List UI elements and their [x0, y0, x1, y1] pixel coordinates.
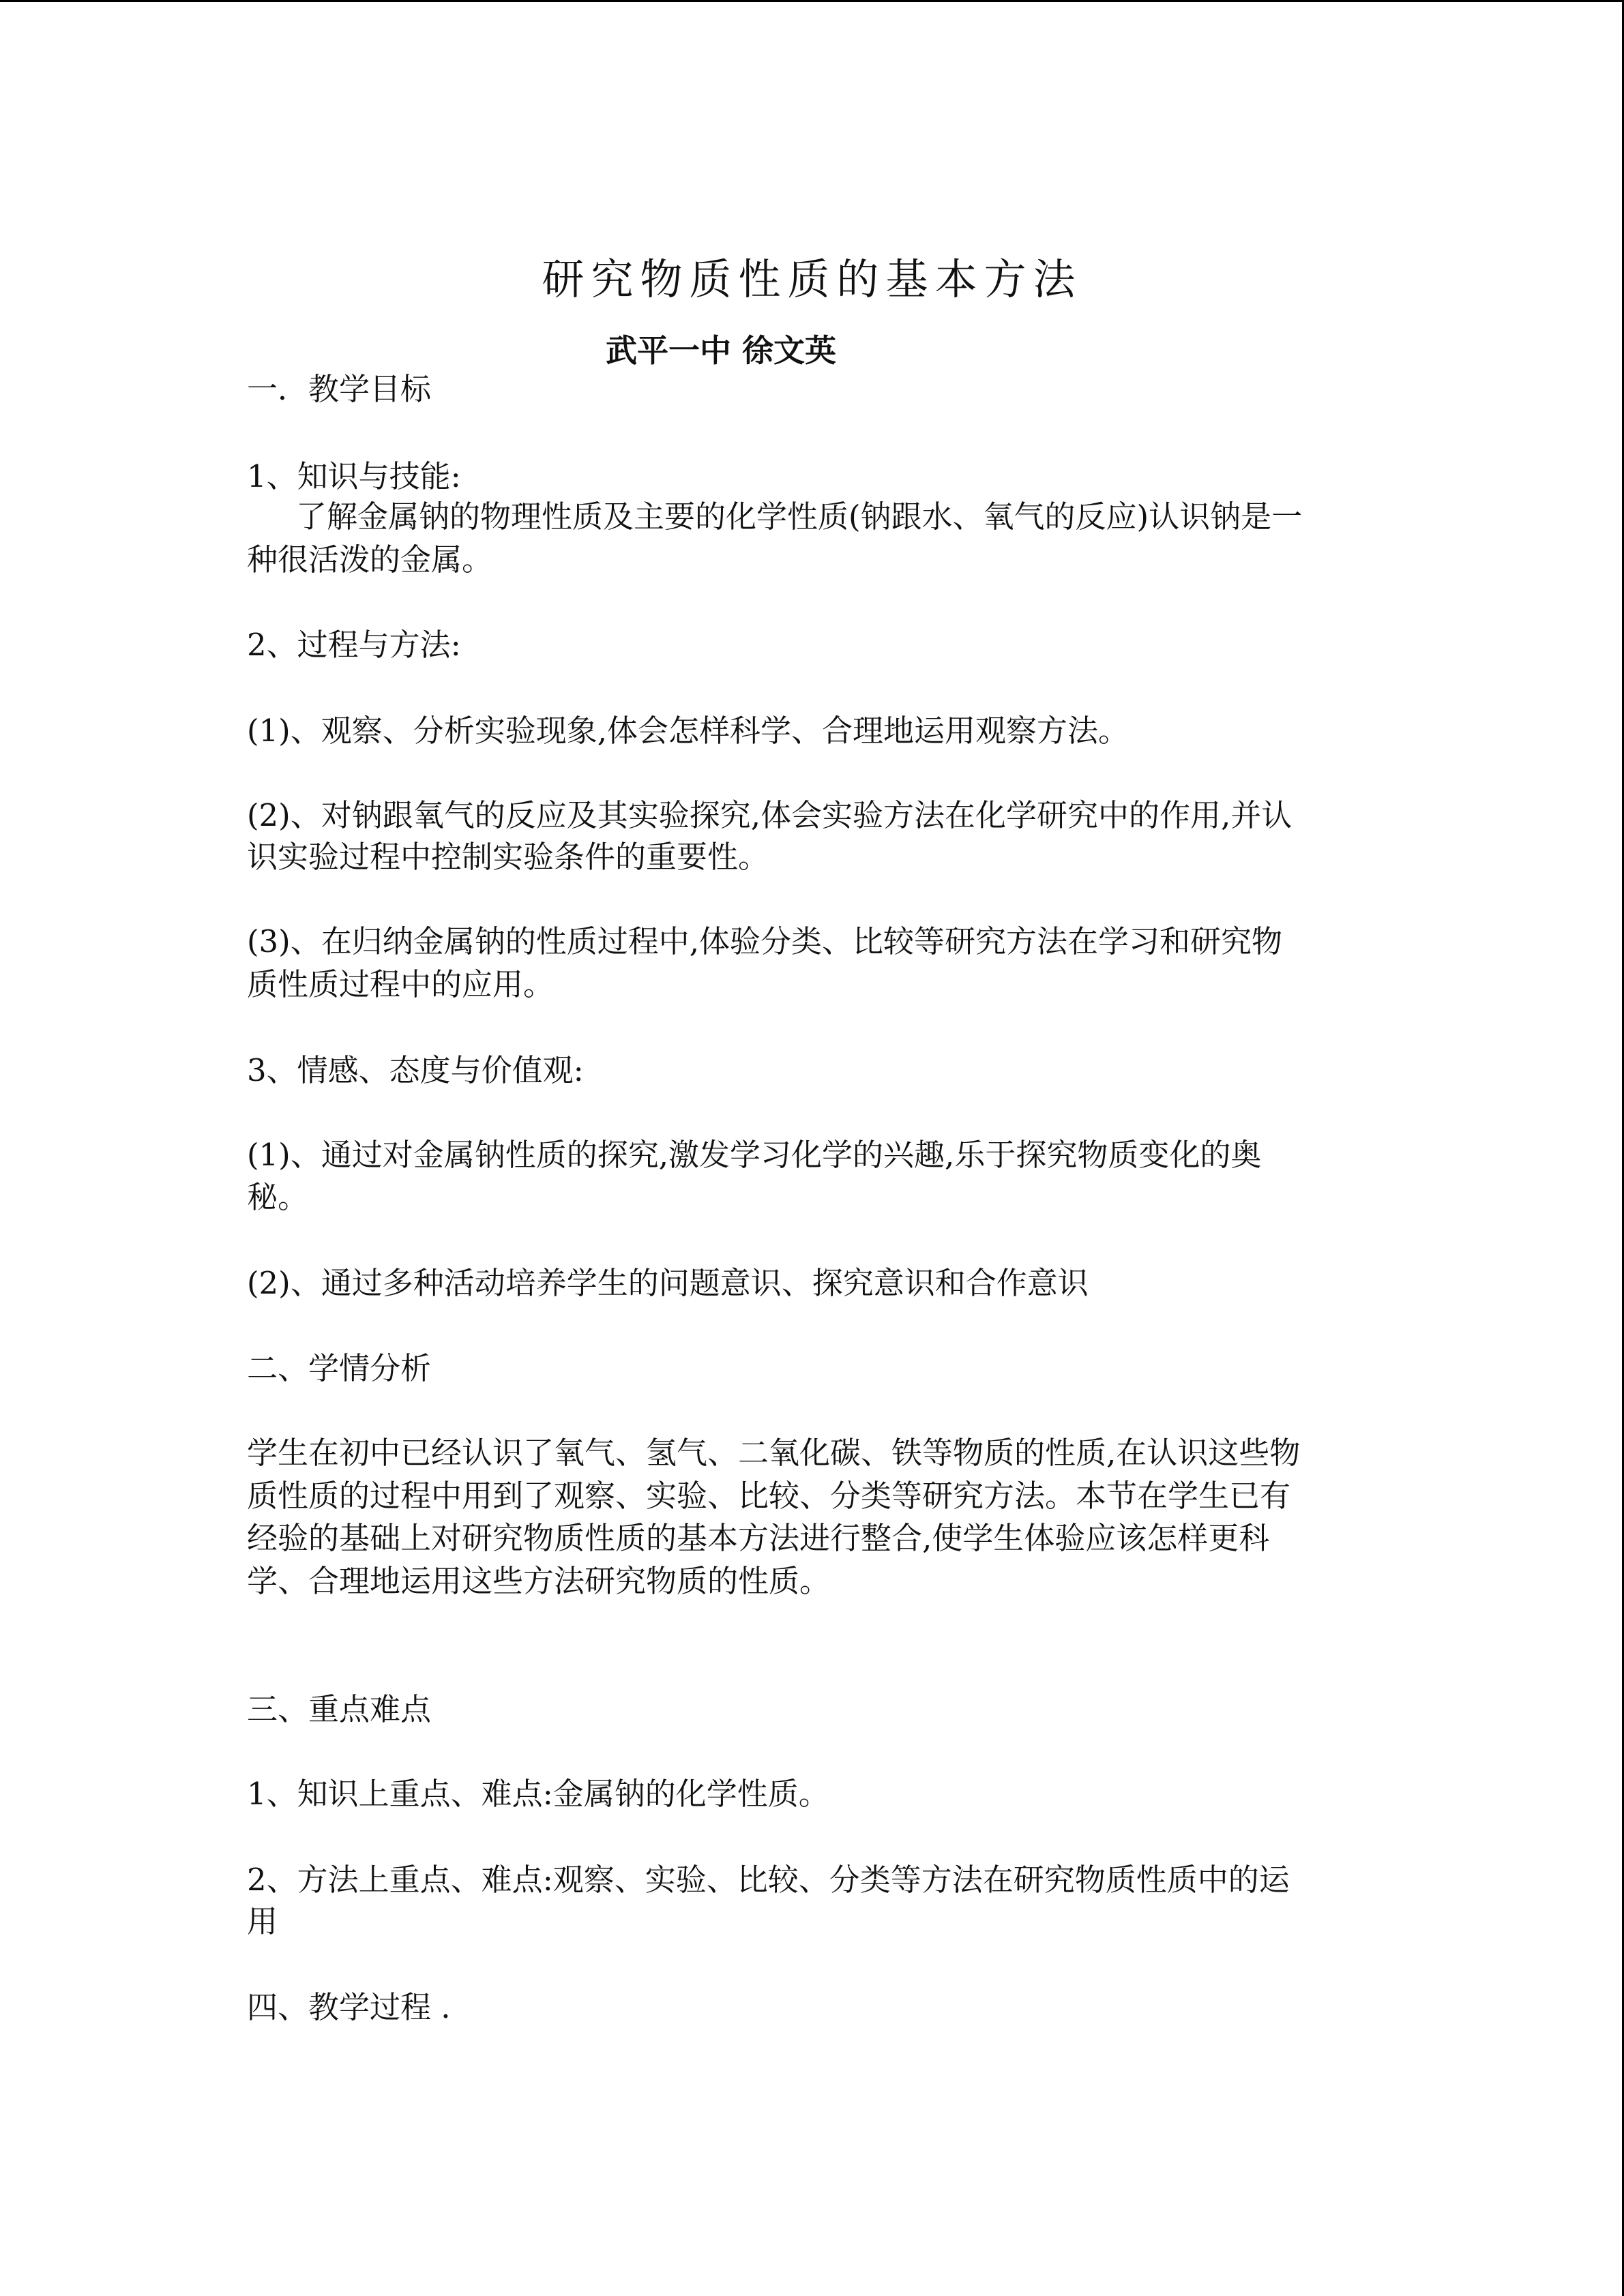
paragraph-line: 秘。 — [247, 1179, 309, 1215]
paragraph-line: 2、方法上重点、难点:观察、实验、比较、分类等方法在研究物质性质中的运 — [247, 1862, 1290, 1898]
paragraph-line: 1、知识上重点、难点:金属钠的化学性质。 — [247, 1776, 829, 1812]
paragraph-line: (1)、观察、分析实验现象,体会怎样科学、合理地运用观察方法。 — [247, 713, 1130, 749]
paragraph-line: (1)、通过对金属钠性质的探究,激发学习化学的兴趣,乐于探究物质变化的奥 — [247, 1137, 1262, 1173]
paragraph-line: (2)、通过多种活动培养学生的问题意识、探究意识和合作意识 — [247, 1265, 1089, 1301]
paragraph-line: 质性质过程中的应用。 — [247, 966, 555, 1002]
paragraph-line: 种很活泼的金属。 — [247, 541, 493, 578]
paragraph-line: 质性质的过程中用到了观察、实验、比较、分类等研究方法。本节在学生已有 — [247, 1478, 1291, 1514]
paragraph-line: 经验的基础上对研究物质性质的基本方法进行整合,使学生体验应该怎样更科 — [247, 1520, 1270, 1556]
document-author: 武平一中 徐文英 — [606, 332, 837, 369]
section-heading: 四、教学过程 . — [247, 1989, 451, 2025]
paragraph-line: 用 — [247, 1903, 278, 1939]
paragraph-line: (2)、对钠跟氧气的反应及其实验探究,体会实验方法在化学研究中的作用,并认 — [247, 797, 1293, 833]
section-heading: 二、学情分析 — [247, 1350, 432, 1386]
section-heading: 三、重点难点 — [247, 1691, 432, 1727]
paragraph-line: 识实验过程中控制实验条件的重要性。 — [247, 839, 769, 875]
paragraph-line: 学、合理地运用这些方法研究物质的性质。 — [247, 1563, 831, 1599]
subsection-heading: 1、知识与技能: — [247, 458, 461, 494]
document-title: 研究物质性质的基本方法 — [542, 254, 1082, 304]
paragraph-line: 了解金属钠的物理性质及主要的化学性质(钠跟水、氧气的反应)认识钠是一 — [296, 498, 1303, 535]
subsection-heading: 2、过程与方法: — [247, 627, 461, 663]
paragraph-line: (3)、在归纳金属钠的性质过程中,体验分类、比较等研究方法在学习和研究物 — [247, 923, 1283, 959]
subsection-heading: 3、情感、态度与价值观: — [247, 1052, 584, 1088]
section-heading: 一．教学目标 — [247, 371, 432, 407]
paragraph-line: 学生在初中已经认识了氧气、氢气、二氧化碳、铁等物质的性质,在认识这些物 — [247, 1435, 1301, 1471]
